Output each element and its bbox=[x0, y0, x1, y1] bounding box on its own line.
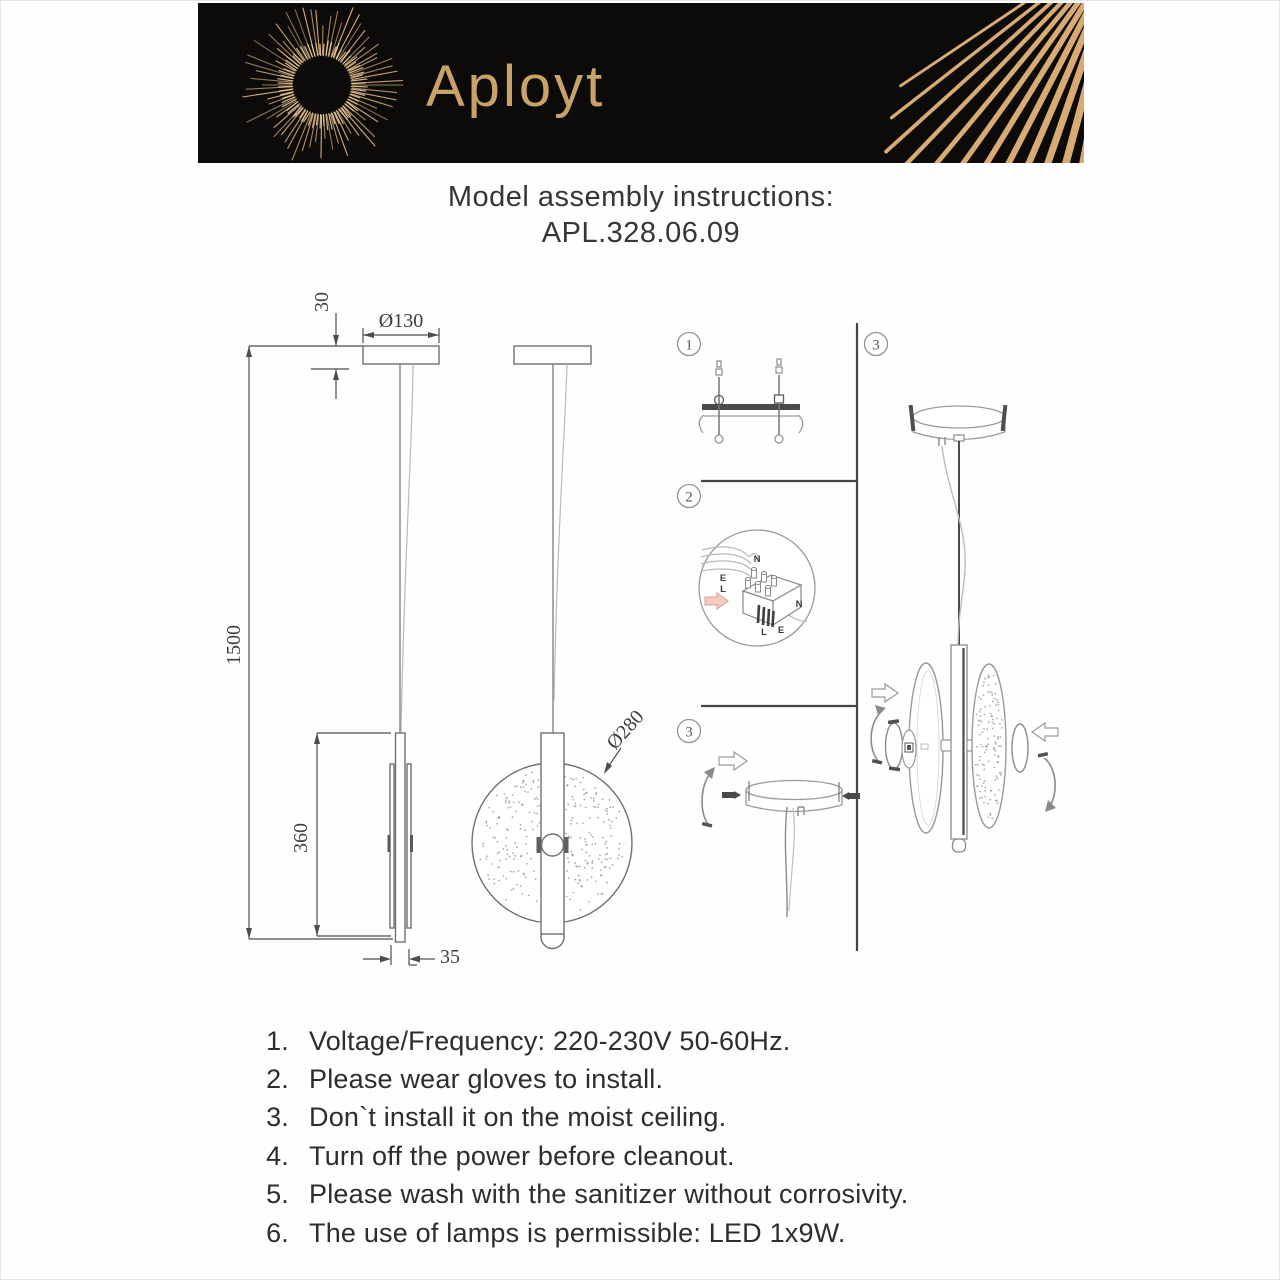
list-item bbox=[251, 1137, 1061, 1175]
list-item bbox=[251, 1099, 1061, 1137]
cord-step3 bbox=[789, 808, 794, 911]
canopy-side bbox=[363, 346, 439, 364]
bar-hook-left bbox=[699, 415, 704, 433]
rotate-tick-right-3b bbox=[1038, 752, 1049, 758]
step-3b-panel bbox=[865, 333, 1059, 853]
canopy-front bbox=[514, 346, 591, 364]
rotate-arrow-right-3b bbox=[1044, 758, 1055, 809]
item-number: 2. bbox=[266, 1064, 289, 1095]
dim-280: Ø280 bbox=[602, 706, 649, 754]
rod-side bbox=[396, 733, 406, 942]
dim-30: 30 bbox=[311, 292, 333, 312]
label-e-bottom: E bbox=[777, 625, 785, 636]
item-text: Turn off the power before cleanout. bbox=[309, 1140, 735, 1171]
center-hole bbox=[542, 834, 564, 856]
rod-fitting bbox=[954, 435, 964, 441]
item-text: Please wear gloves to install. bbox=[309, 1064, 664, 1095]
ring-cap-bottom bbox=[889, 766, 900, 771]
ring-nut-center bbox=[907, 745, 911, 750]
screw-foot-right bbox=[775, 435, 783, 443]
item-text: Please wash with the sanitizer without corrosivity. bbox=[309, 1179, 909, 1210]
screw-right-icon bbox=[848, 793, 860, 799]
cable-step3 bbox=[785, 807, 787, 917]
screw-head-right bbox=[777, 359, 781, 365]
power-cord-side bbox=[401, 364, 413, 733]
item-number: 3. bbox=[266, 1102, 289, 1133]
disc-plain-center bbox=[921, 744, 928, 749]
rotate-arrowhead-left-3b bbox=[875, 705, 886, 715]
rod-cap-3b bbox=[953, 839, 966, 852]
side-view bbox=[223, 292, 460, 968]
step-1-number: 1 bbox=[685, 337, 693, 354]
anchor-left bbox=[716, 369, 722, 375]
list-item bbox=[251, 1022, 1061, 1060]
item-text: The use of lamps is permissible: LED 1x9W. bbox=[309, 1217, 846, 1248]
technical-drawing bbox=[181, 271, 1101, 1016]
label-l-left: L bbox=[720, 584, 726, 595]
list-item bbox=[251, 1060, 1061, 1098]
step-2-number: 2 bbox=[685, 489, 693, 506]
hub-nub-right bbox=[410, 835, 413, 852]
model-number: APL.328.06.09 bbox=[541, 217, 741, 249]
rotate-arrow-left-3b bbox=[871, 710, 883, 762]
rotate-arrowhead bbox=[704, 767, 715, 779]
item-number: 5. bbox=[266, 1179, 289, 1210]
screw-left-tip bbox=[734, 791, 741, 799]
step-3-number: 3 bbox=[685, 724, 693, 741]
rotate-arrowhead-right-3b bbox=[1045, 800, 1056, 812]
ring-right bbox=[1012, 724, 1028, 772]
label-n-top: N bbox=[753, 554, 761, 565]
power-cord-front bbox=[554, 364, 567, 701]
arrow-left-3b-icon bbox=[1032, 723, 1058, 741]
step-3b-number: 3 bbox=[872, 337, 880, 354]
ring-left-outer bbox=[886, 723, 903, 769]
dim-1500: 1500 bbox=[223, 625, 245, 665]
step-2-panel bbox=[678, 485, 816, 647]
step-3-panel bbox=[678, 720, 861, 918]
dim-360: 360 bbox=[290, 823, 312, 853]
nut-right bbox=[775, 395, 784, 403]
hub-nub-front-left bbox=[537, 837, 542, 853]
label-e-left: E bbox=[719, 573, 727, 584]
canopy-step3 bbox=[746, 781, 842, 800]
item-number: 6. bbox=[266, 1217, 289, 1248]
brand-banner bbox=[198, 3, 1084, 163]
screw-left-icon bbox=[722, 792, 734, 798]
list-item bbox=[251, 1176, 1061, 1214]
screw-right-tip bbox=[842, 792, 849, 800]
dim-130: Ø130 bbox=[378, 310, 424, 332]
label-n-right: N bbox=[795, 599, 803, 610]
dim-35: 35 bbox=[440, 946, 460, 968]
item-number: 4. bbox=[266, 1140, 289, 1171]
disc-edge-left bbox=[390, 764, 394, 928]
screw-head-left bbox=[717, 361, 721, 367]
list-item bbox=[251, 1214, 1061, 1252]
arrow-right-icon bbox=[719, 752, 747, 770]
rotate-arrow-icon bbox=[702, 771, 712, 824]
item-text: Don`t install it on the moist ceiling. bbox=[309, 1102, 727, 1133]
hub-left bbox=[941, 740, 951, 751]
anchor-right bbox=[776, 367, 782, 373]
hub-nub-front-right bbox=[564, 837, 569, 853]
label-l-bottom: L bbox=[761, 627, 767, 638]
mounting-bar bbox=[702, 404, 800, 410]
step-1-panel bbox=[678, 333, 803, 444]
page-title: Model assembly instructions: bbox=[447, 181, 835, 213]
brand-name: Aployt bbox=[426, 54, 606, 119]
arrow-right-3b-icon bbox=[872, 684, 898, 702]
banner-art bbox=[198, 3, 1084, 163]
ring-cap-top bbox=[888, 719, 899, 724]
screw-foot-left bbox=[715, 435, 723, 443]
front-view bbox=[472, 346, 649, 949]
hub-nub-left bbox=[388, 835, 391, 852]
item-number: 1. bbox=[266, 1025, 289, 1056]
bar-hook-right bbox=[798, 415, 803, 433]
canopy-3b bbox=[913, 406, 1005, 428]
canopy-bottom bbox=[746, 805, 842, 812]
item-text: Voltage/Frequency: 220-230V 50-60Hz. bbox=[309, 1025, 791, 1056]
title-block bbox=[1, 179, 1280, 251]
instructions-list bbox=[251, 1022, 1061, 1252]
cord-3b bbox=[942, 446, 965, 645]
